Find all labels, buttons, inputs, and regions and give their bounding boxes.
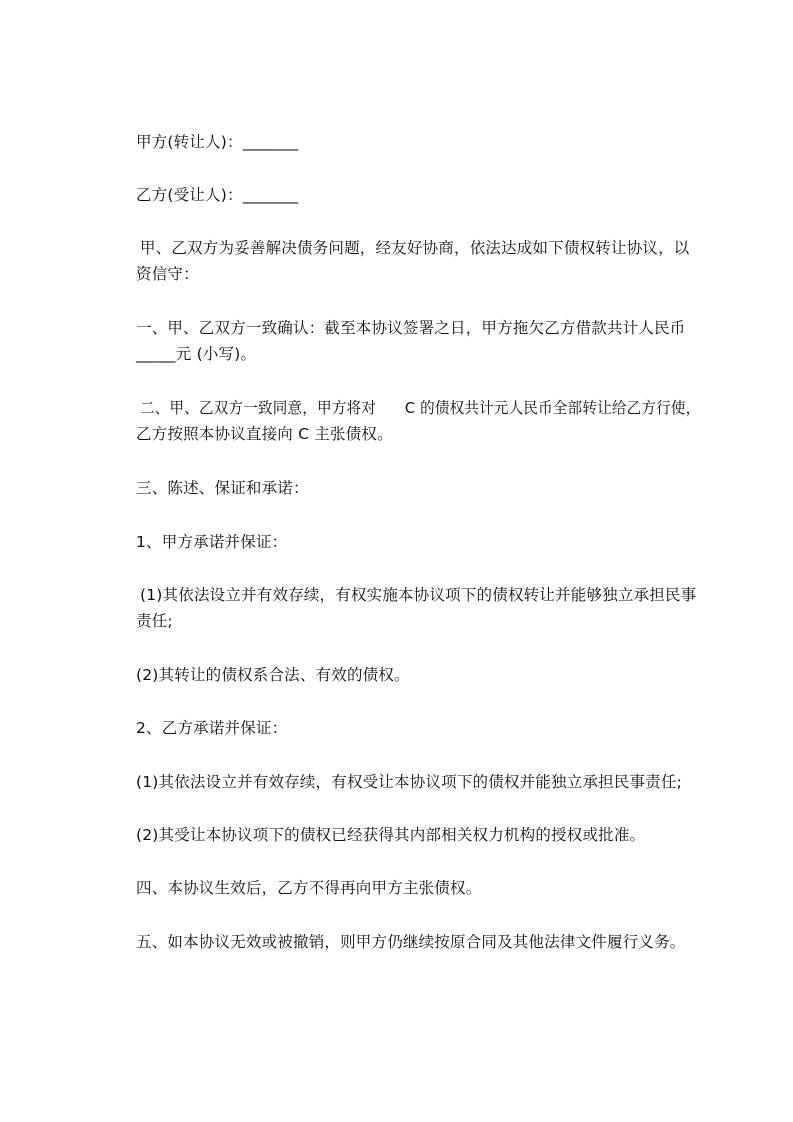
clause-3-heading: 三、陈述、保证和承诺： xyxy=(136,479,309,497)
clause-5: 五、如本协议无效或被撤销，则甲方仍继续按原合同及其他法律文件履行义务。 xyxy=(136,933,686,951)
sub-2-heading: 2、乙方承诺并保证： xyxy=(136,719,288,737)
preamble-line-1: 甲、乙双方为妥善解决债务问题，经友好协商，依法达成如下债权转让协议，以 xyxy=(140,239,690,257)
clause-2-line-1: 二、甲、乙双方一致同意，甲方将对 C 的债权共计元人民币全部转让给乙方行使， xyxy=(140,399,701,417)
party-a-line: 甲方(转让人)：_______ xyxy=(136,133,299,151)
clause-1-line-1: 一、甲、乙双方一致确认：截至本协议签署之日，甲方拖欠乙方借款共计人民币 xyxy=(136,319,686,337)
sub-2-item-1: (1)其依法设立并有效存续，有权受让本协议项下的债权并能独立承担民事责任; xyxy=(136,773,683,791)
sub-2-item-2: (2)其受让本协议项下的债权已经获得其内部相关权力机构的授权或批准。 xyxy=(136,826,646,844)
clause-2-line-2: 乙方按照本协议直接向 C 主张债权。 xyxy=(136,425,393,443)
clause-4: 四、本协议生效后，乙方不得再向甲方主张债权。 xyxy=(136,879,482,897)
sub-1-item-1-line-2: 责任; xyxy=(136,612,173,630)
clause-1-line-2: _____元 (小写)。 xyxy=(136,345,257,363)
sub-1-item-1-line-1: (1)其依法设立并有效存续，有权实施本协议项下的债权转让并能够独立承担民事 xyxy=(140,586,697,604)
party-b-line: 乙方(受让人)：_______ xyxy=(136,186,299,204)
preamble-line-2: 资信守： xyxy=(136,265,199,283)
sub-1-heading: 1、甲方承诺并保证： xyxy=(136,533,288,551)
sub-1-item-2: (2)其转让的债权系合法、有效的债权。 xyxy=(136,666,410,684)
